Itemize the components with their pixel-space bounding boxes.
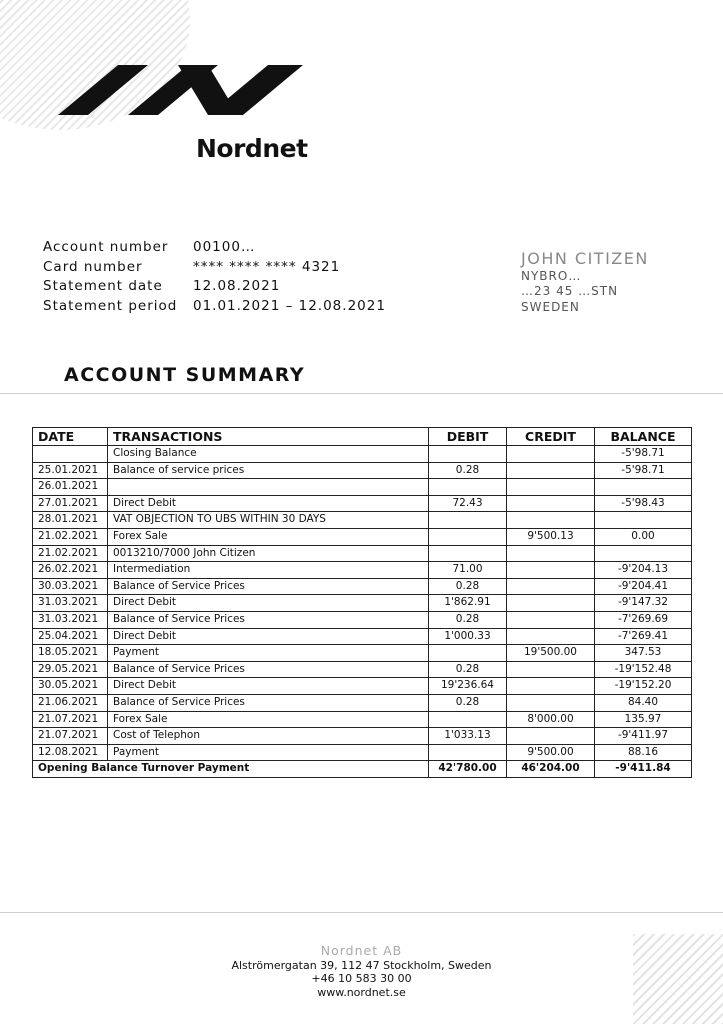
cell-description: Balance of Service Prices	[108, 661, 429, 678]
info-value: 00100…	[193, 239, 256, 255]
cell-credit	[507, 545, 595, 562]
cell-description: Direct Debit	[108, 595, 429, 612]
cell-balance: -5'98.71	[595, 462, 692, 479]
cell-debit: 1'033.13	[429, 728, 507, 745]
cell-debit	[429, 645, 507, 662]
info-value: 01.01.2021 – 12.08.2021	[193, 297, 386, 314]
cell-debit	[429, 744, 507, 761]
cell-date: 31.03.2021	[33, 595, 108, 612]
cell-debit	[429, 446, 507, 463]
cell-balance	[595, 545, 692, 562]
info-label: Card number	[43, 258, 143, 275]
cell-debit: 1'862.91	[429, 595, 507, 612]
table-row	[33, 744, 692, 761]
table-row	[33, 661, 692, 678]
table-total-row	[33, 761, 692, 778]
total-balance: -9'411.84	[595, 761, 692, 778]
table-row	[33, 694, 692, 711]
table-row	[33, 728, 692, 745]
cell-date: 30.03.2021	[33, 578, 108, 595]
page-title: ACCOUNT SUMMARY	[64, 364, 306, 386]
cell-date: 25.01.2021	[33, 462, 108, 479]
cell-description: Direct Debit	[108, 628, 429, 645]
table-row	[33, 562, 692, 579]
cell-description	[108, 479, 429, 496]
cell-date: 18.05.2021	[33, 645, 108, 662]
cell-credit	[507, 678, 595, 695]
table-row	[33, 645, 692, 662]
cell-debit: 1'000.33	[429, 628, 507, 645]
cell-balance: 347.53	[595, 645, 692, 662]
cell-date: 26.02.2021	[33, 562, 108, 579]
cell-balance: -5'98.71	[595, 446, 692, 463]
cell-balance: -7'269.69	[595, 611, 692, 628]
table-row	[33, 628, 692, 645]
cell-credit	[507, 694, 595, 711]
cell-date: 21.06.2021	[33, 694, 108, 711]
cell-credit: 9'500.00	[507, 744, 595, 761]
customer-address	[521, 251, 649, 315]
cell-debit: 19'236.64	[429, 678, 507, 695]
cell-balance: 0.00	[595, 528, 692, 545]
cell-debit: 0.28	[429, 611, 507, 628]
footer-website[interactable]: www.nordnet.se	[317, 985, 406, 999]
cell-balance: -9'204.13	[595, 562, 692, 579]
cell-debit	[429, 528, 507, 545]
cell-credit	[507, 578, 595, 595]
account-info-row	[43, 258, 386, 278]
cell-credit	[507, 495, 595, 512]
info-label: Statement date	[43, 278, 163, 294]
cell-date: 21.07.2021	[33, 711, 108, 728]
cell-balance: -9'411.97	[595, 728, 692, 745]
cell-balance: 135.97	[595, 711, 692, 728]
cell-date: 29.05.2021	[33, 661, 108, 678]
cell-credit	[507, 512, 595, 529]
table-row	[33, 678, 692, 695]
account-info-row	[43, 277, 386, 297]
cell-date: 31.03.2021	[33, 611, 108, 628]
cell-balance: -5'98.43	[595, 495, 692, 512]
brand-name: Nordnet	[196, 134, 308, 163]
cell-credit	[507, 661, 595, 678]
cell-balance	[595, 479, 692, 496]
cell-debit: 71.00	[429, 562, 507, 579]
info-label: Statement period	[43, 297, 178, 314]
cell-description: Balance of service prices	[108, 462, 429, 479]
customer-name: JOHN CITIZEN	[521, 249, 649, 268]
cell-debit	[429, 512, 507, 529]
column-header-transactions: TRANSACTIONS	[108, 428, 429, 446]
cell-description: Direct Debit	[108, 678, 429, 695]
table-row	[33, 446, 692, 463]
info-label: Account number	[43, 239, 169, 255]
footer-phone: +46 10 583 30 00	[311, 972, 412, 985]
cell-debit: 0.28	[429, 661, 507, 678]
cell-balance: -19'152.20	[595, 678, 692, 695]
cell-credit	[507, 628, 595, 645]
total-credit: 46'204.00	[507, 761, 595, 778]
table-row	[33, 578, 692, 595]
cell-description: Cost of Telephon	[108, 728, 429, 745]
cell-date: 21.02.2021	[33, 528, 108, 545]
cell-date: 21.07.2021	[33, 728, 108, 745]
cell-debit: 0.28	[429, 578, 507, 595]
footer-address: Alströmergatan 39, 112 47 Stockholm, Sweden	[231, 958, 492, 972]
cell-credit	[507, 446, 595, 463]
total-label: Opening Balance Turnover Payment	[33, 761, 429, 778]
cell-description: Intermediation	[108, 562, 429, 579]
table-row	[33, 528, 692, 545]
cell-description: Balance of Service Prices	[108, 694, 429, 711]
cell-debit	[429, 545, 507, 562]
cell-description: Direct Debit	[108, 495, 429, 512]
table-row	[33, 711, 692, 728]
cell-credit: 8'000.00	[507, 711, 595, 728]
cell-debit	[429, 711, 507, 728]
divider	[0, 912, 723, 913]
table-row	[33, 545, 692, 562]
cell-description: Balance of Service Prices	[108, 578, 429, 595]
cell-description: Forex Sale	[108, 528, 429, 545]
table-row	[33, 512, 692, 529]
cell-description: Closing Balance	[108, 446, 429, 463]
cell-balance: -19'152.48	[595, 661, 692, 678]
cell-credit	[507, 462, 595, 479]
cell-balance: -9'147.32	[595, 595, 692, 612]
column-header-balance: BALANCE	[595, 428, 692, 446]
cell-debit: 0.28	[429, 462, 507, 479]
cell-description: Payment	[108, 645, 429, 662]
cell-date: 21.02.2021	[33, 545, 108, 562]
table-body	[33, 446, 692, 761]
table-row	[33, 611, 692, 628]
cell-date: 30.05.2021	[33, 678, 108, 695]
info-value: **** **** **** 4321	[193, 258, 341, 275]
cell-credit	[507, 728, 595, 745]
cell-credit: 9'500.13	[507, 528, 595, 545]
cell-description: Forex Sale	[108, 711, 429, 728]
info-value: 12.08.2021	[193, 278, 281, 294]
account-info-row	[43, 238, 386, 258]
column-header-debit: DEBIT	[429, 428, 507, 446]
cell-balance: 84.40	[595, 694, 692, 711]
table-row	[33, 479, 692, 496]
transactions-table	[32, 427, 692, 778]
cell-credit	[507, 611, 595, 628]
cell-debit	[429, 479, 507, 496]
account-info-row	[43, 297, 386, 317]
cell-date: 27.01.2021	[33, 495, 108, 512]
cell-balance: -9'204.41	[595, 578, 692, 595]
cell-debit: 72.43	[429, 495, 507, 512]
address-line: NYBRO…	[521, 268, 582, 283]
cell-date: 12.08.2021	[33, 744, 108, 761]
footer	[0, 944, 723, 999]
cell-description: Balance of Service Prices	[108, 611, 429, 628]
cell-balance	[595, 512, 692, 529]
cell-credit	[507, 595, 595, 612]
address-line: SWEDEN	[521, 299, 580, 314]
cell-credit	[507, 479, 595, 496]
table-row	[33, 595, 692, 612]
cell-balance: 88.16	[595, 744, 692, 761]
nordnet-logo-icon	[58, 60, 308, 135]
address-line: …23 45 …STN	[521, 284, 619, 298]
table-row	[33, 462, 692, 479]
cell-date: 28.01.2021	[33, 512, 108, 529]
cell-date: 25.04.2021	[33, 628, 108, 645]
column-header-credit: CREDIT	[507, 428, 595, 446]
column-header-date: DATE	[33, 428, 108, 446]
cell-date	[33, 446, 108, 463]
cell-description: VAT OBJECTION TO UBS WITHIN 30 DAYS	[108, 512, 429, 529]
total-debit: 42'780.00	[429, 761, 507, 778]
divider	[0, 393, 723, 394]
cell-description: Payment	[108, 744, 429, 761]
footer-company: Nordnet AB	[320, 943, 403, 958]
cell-credit	[507, 562, 595, 579]
cell-credit: 19'500.00	[507, 645, 595, 662]
table-header-row	[33, 428, 692, 446]
cell-debit: 0.28	[429, 694, 507, 711]
cell-description: 0013210/7000 John Citizen	[108, 545, 429, 562]
cell-balance: -7'269.41	[595, 628, 692, 645]
account-info	[43, 238, 386, 316]
table-row	[33, 495, 692, 512]
cell-date: 26.01.2021	[33, 479, 108, 496]
